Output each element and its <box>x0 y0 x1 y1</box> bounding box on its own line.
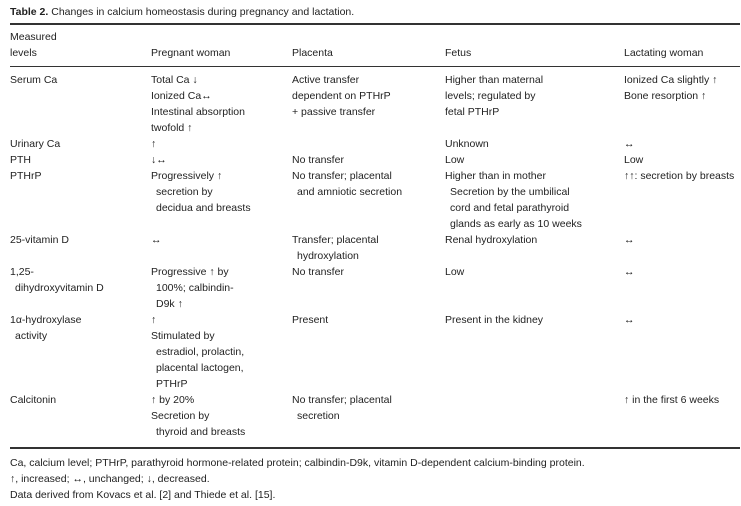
cell-line: ↓↔ <box>151 154 167 166</box>
cell-line: PTHrP <box>156 378 188 390</box>
cell-fetus <box>445 264 464 280</box>
cell-fetus <box>445 232 537 248</box>
cell-pregnant <box>151 136 156 152</box>
cell-line: Secretion by the umbilical <box>450 186 570 198</box>
header-pregnant-woman: Pregnant woman <box>151 47 231 59</box>
cell-line: Transfer; placental <box>292 234 379 246</box>
cell-fetus <box>445 136 489 152</box>
cell-pregnant <box>151 232 162 248</box>
cell-lactating <box>624 264 635 280</box>
cell-line: ↔ <box>624 314 635 326</box>
cell-line: Active transfer <box>292 74 360 86</box>
cell-placenta <box>292 168 402 200</box>
cell-pregnant <box>151 392 245 440</box>
cell-line: 1,25- <box>10 266 34 278</box>
cell-line: Present <box>292 314 329 326</box>
cell-line: estradiol, prolactin, <box>156 346 245 358</box>
cell-placenta <box>292 392 392 424</box>
cell-line: hydroxylation <box>297 250 359 262</box>
cell-line: No transfer; placental <box>292 394 392 406</box>
footnote-sources: Data derived from Kovacs et al. [2] and Thiede et al. [15]. <box>10 489 276 501</box>
cell-line: secretion <box>297 410 340 422</box>
cell-lactating <box>624 152 643 168</box>
cell-fetus <box>445 168 582 232</box>
cell-measured <box>10 312 81 344</box>
cell-line: PTH <box>10 154 31 166</box>
cell-pregnant <box>151 168 251 216</box>
cell-line: ↔ <box>624 234 635 246</box>
cell-line: activity <box>15 330 48 342</box>
cell-line: Ionized Ca↔ <box>151 90 212 102</box>
cell-pregnant <box>151 312 244 392</box>
header-placenta: Placenta <box>292 47 333 59</box>
cell-lactating <box>624 232 635 248</box>
cell-line: Low <box>624 154 644 166</box>
table-header-rule <box>10 66 740 67</box>
cell-line: ↔ <box>151 234 162 246</box>
cell-line: decidua and breasts <box>156 202 251 214</box>
cell-measured <box>10 72 57 88</box>
cell-measured <box>10 264 104 296</box>
header-measured-line: levels <box>10 47 37 59</box>
cell-measured <box>10 152 31 168</box>
cell-line: 1α-hydroxylase <box>10 314 82 326</box>
cell-placenta <box>292 72 391 120</box>
cell-pregnant <box>151 72 245 136</box>
cell-line: and amniotic secretion <box>297 186 403 198</box>
cell-line: secretion by <box>156 186 213 198</box>
cell-line: ↑ <box>151 314 157 326</box>
cell-line: Renal hydroxylation <box>445 234 538 246</box>
cell-line: cord and fetal parathyroid <box>450 202 570 214</box>
table-bottom-rule <box>10 447 740 449</box>
cell-line: ↑ <box>151 138 157 150</box>
cell-line: Low <box>445 154 465 166</box>
cell-fetus <box>445 152 464 168</box>
cell-line: Higher than maternal <box>445 74 544 86</box>
cell-line: dihydroxyvitamin D <box>15 282 104 294</box>
cell-measured <box>10 136 60 152</box>
cell-line: Calcitonin <box>10 394 57 406</box>
cell-line: Present in the kidney <box>445 314 544 326</box>
cell-lactating <box>624 392 719 408</box>
cell-line: ↑↑: secretion by breasts <box>624 170 735 182</box>
cell-fetus <box>445 312 543 328</box>
cell-fetus <box>445 72 543 120</box>
cell-measured <box>10 392 56 408</box>
cell-line: Total Ca ↓ <box>151 74 198 86</box>
cell-line: Urinary Ca <box>10 138 61 150</box>
cell-placenta <box>292 152 344 168</box>
cell-line: glands as early as 10 weeks <box>450 218 582 230</box>
cell-line: Higher than in mother <box>445 170 546 182</box>
cell-line: Stimulated by <box>151 330 215 342</box>
cell-line: 25-vitamin D <box>10 234 69 246</box>
cell-line: D9k ↑ <box>156 298 183 310</box>
table-caption <box>10 6 354 19</box>
cell-lactating <box>624 136 635 152</box>
cell-lactating <box>624 168 734 184</box>
cell-lactating <box>624 72 717 104</box>
cell-line: ↔ <box>624 138 635 150</box>
cell-measured <box>10 168 42 184</box>
cell-placenta <box>292 264 344 280</box>
cell-line: levels; regulated by <box>445 90 536 102</box>
cell-line: fetal PTHrP <box>445 106 500 118</box>
footnote-symbols: ↑, increased; ↔, unchanged; ↓, decreased. <box>10 473 210 485</box>
cell-line: ↔ <box>624 266 635 278</box>
cell-line: ↑ by 20% <box>151 394 195 406</box>
cell-line: Ionized Ca slightly ↑ <box>624 74 718 86</box>
cell-line: placental lactogen, <box>156 362 244 374</box>
cell-line: Unknown <box>445 138 489 150</box>
cell-line: No transfer <box>292 266 344 278</box>
header-measured-line: Measured <box>10 31 57 43</box>
cell-line: Low <box>445 266 465 278</box>
cell-line: Intestinal absorption <box>151 106 245 118</box>
cell-line: No transfer <box>292 154 344 166</box>
cell-measured <box>10 232 69 248</box>
cell-line: + passive transfer <box>292 106 376 118</box>
cell-lactating <box>624 312 635 328</box>
cell-placenta <box>292 232 379 264</box>
table-caption-text: Changes in calcium homeostasis during pregnancy and lactation. <box>51 6 355 18</box>
cell-line: ↑ in the first 6 weeks <box>624 394 720 406</box>
cell-line: thyroid and breasts <box>156 426 246 438</box>
table-caption-label: Table 2. <box>10 6 49 18</box>
cell-line: PTHrP <box>10 170 42 182</box>
cell-placenta <box>292 312 328 328</box>
header-fetus: Fetus <box>445 47 472 59</box>
cell-line: Progressively ↑ <box>151 170 223 182</box>
cell-line: No transfer; placental <box>292 170 392 182</box>
cell-line: 100%; calbindin- <box>156 282 234 294</box>
cell-line: Bone resorption ↑ <box>624 90 707 102</box>
footnote-abbreviations: Ca, calcium level; PTHrP, parathyroid hormone-related protein; calbindin-D9k, vitamin D-dependent calcium-binding protein. <box>10 457 585 469</box>
table-top-rule <box>10 23 740 25</box>
cell-line: twofold ↑ <box>151 122 193 134</box>
cell-line: dependent on PTHrP <box>292 90 391 102</box>
cell-line: Serum Ca <box>10 74 58 86</box>
header-measured-levels <box>10 29 57 61</box>
header-lactating-woman: Lactating woman <box>624 47 704 59</box>
cell-line: Secretion by <box>151 410 210 422</box>
cell-pregnant <box>151 264 234 312</box>
cell-pregnant <box>151 152 167 168</box>
cell-line: Progressive ↑ by <box>151 266 229 278</box>
